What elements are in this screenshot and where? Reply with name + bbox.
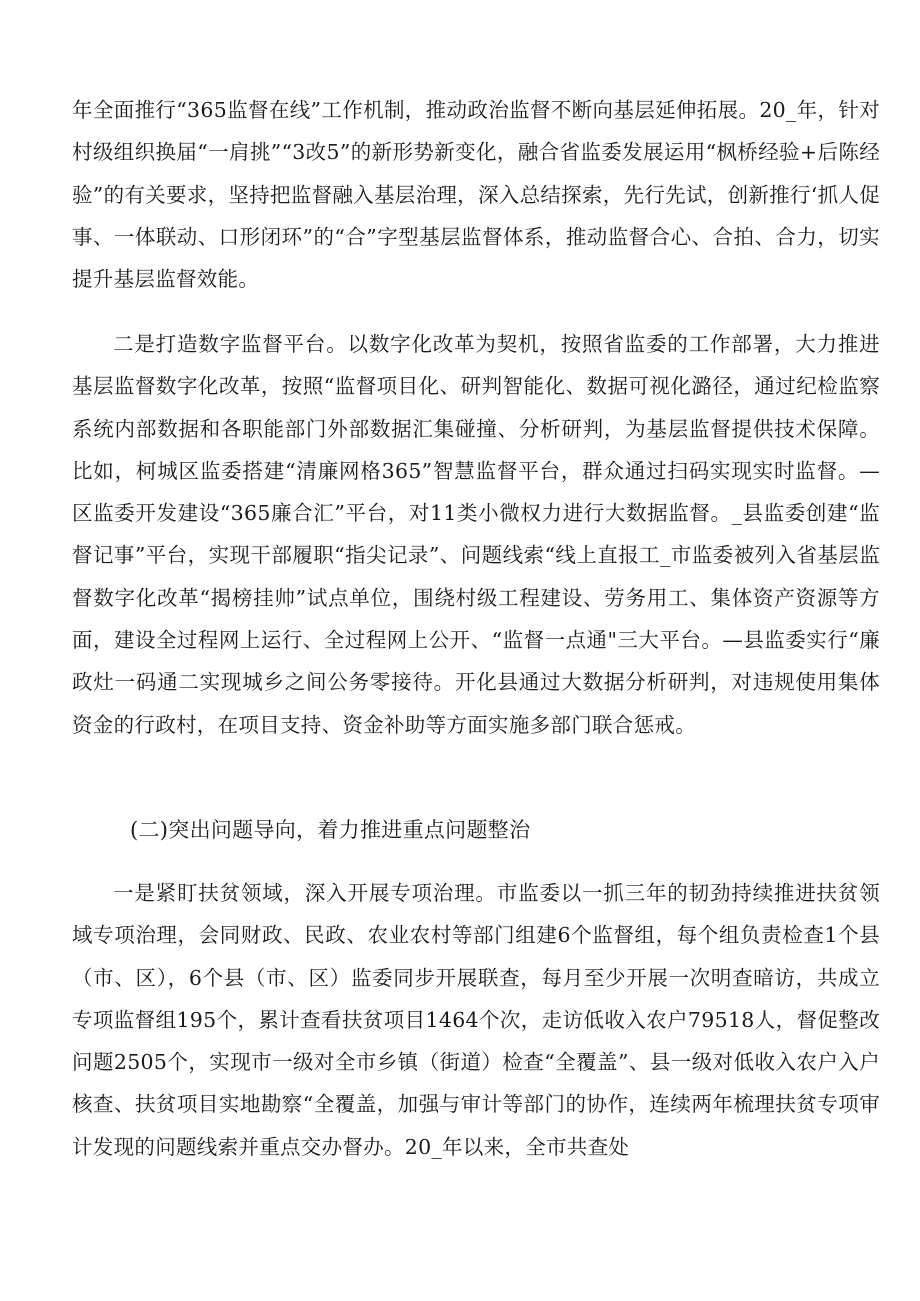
- paragraph-digital-supervision-platform: 二是打造数字监督平台。以数字化改革为契机，按照省监委的工作部署，大力推进基层监督数字化改革，按照“监督项目化、研判智能化、数据可视化潞径，通过纪检监察系统内部数据和各职能部门外部数据汇集碰撞、分析研判，为基层监督提供技术保障。比如，柯城区监委搭建“清廉网格365”智慧监督平台，群众通过扫码实现实时监督。—区监委开发建设“365廉合汇”平台，对11类小微权力进行大数据监督。_县监委创建“监督记事”平台，实现干部履职“指尖记录”、问题线索“线上直报工_市监委被列入省基层监督数字化改革“揭榜挂帅”试点单位，围绕村级工程建设、劳务用工、集体资产资源等方面，建设全过程网上运行、全过程网上公开、“监督一点通"三大平台。—县监委实行“廉政灶一码通二实现城乡之间公务零接待。开化县通过大数据分析研判，对违规使用集体资金的行政村，在项目支持、资金补助等方面实施多部门联合惩戒。: [72, 332, 880, 737]
- section-heading-problem-oriented: (二)突出问题导向，着力推进重点问题整治: [130, 818, 531, 842]
- paragraph-continued-365-supervision: 年全面推行“365监督在线”工作机制，推动政治监督不断向基层延伸拓展。20_年，针对村级组织换届“一肩挑”“3改5”的新形势新变化，融合省监委发展运用“枫桥经验+后陈经验”的有关要求，坚持把监督融入基层治理，深入总结探索，先行先试，创新推行‘抓人促事、一体联动、口形闭环”的“合”字型基层监督体系，推动监督合心、合拍、合力，切实提升基层监督效能。: [72, 98, 880, 292]
- paragraph-poverty-alleviation-governance: 一是紧盯扶贫领域，深入开展专项治理。市监委以一抓三年的韧劲持续推进扶贫领域专项治理，会同财政、民政、农业农村等部门组建6个监督组，每个组负责检查1个县（市、区），6个县（市、区）监委同步开展联查，每月至少开展一次明查暗访，共成立专项监督组195个，累计查看扶贫项目1464个次，走访低收入农户79518人，督促整改问题2505个，实现市一级对全市乡镇（街道）检查“全覆盖”、县一级对低收入农户入户核查、扶贫项目实地勘察“全覆盖，加强与审计等部门的协作，连续两年梳理扶贫专项审计发现的问题线索并重点交办督办。20_年以来，全市共查处: [72, 881, 880, 1159]
